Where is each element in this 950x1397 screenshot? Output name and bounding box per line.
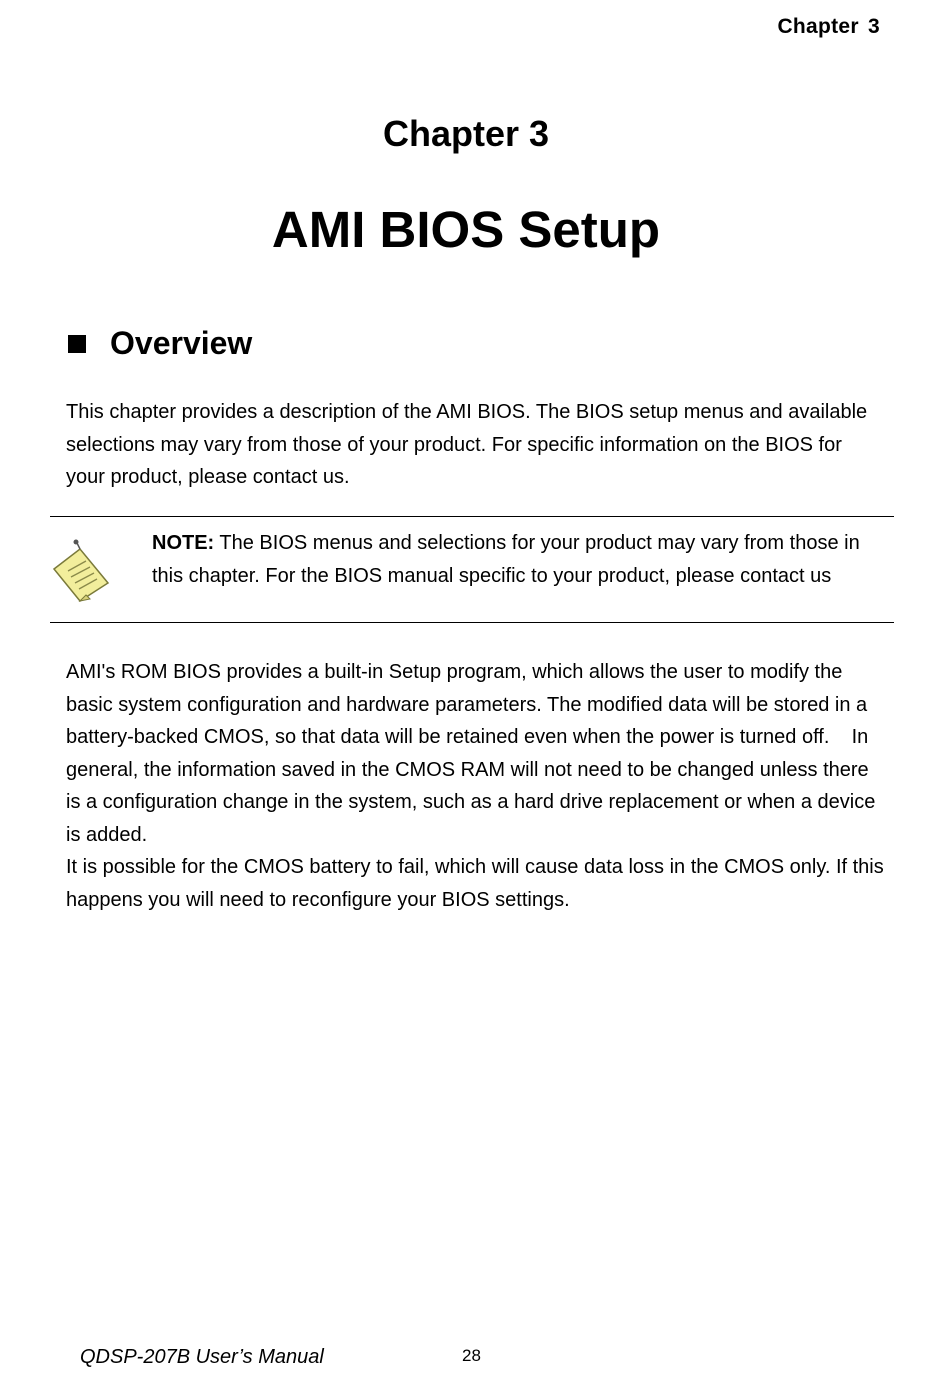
chapter-label: Chapter 3 xyxy=(382,113,550,154)
running-header: Chapter 3 xyxy=(777,15,880,38)
note-body: The BIOS menus and selections for your product may vary from those in this chapter. For the BIOS manual specific to your product, please contact us xyxy=(152,532,860,587)
chapter-title: AMI BIOS Setup xyxy=(271,201,661,258)
note-paper-icon xyxy=(50,539,112,605)
note-label: NOTE: xyxy=(152,532,215,554)
section-heading-text: Overview xyxy=(110,325,253,361)
footer-manual-name: QDSP-207B User’s Manual xyxy=(80,1346,324,1368)
note-text xyxy=(152,527,892,592)
footer-page-number: 28 xyxy=(462,1346,481,1365)
rom-bios-paragraph: AMI's ROM BIOS provides a built-in Setup program, which allows the user to modify the basic system configuration and hardware parameters. The modified data will be stored in a battery-backed CMOS, so that data will be retained even when the power is turned off. In general, the information saved in the CMOS RAM will not need to be changed unless there is a configuration change in the system, such as a hard drive replacement or when a device is added. xyxy=(66,661,881,846)
note-box xyxy=(50,516,894,623)
battery-paragraph: It is possible for the CMOS battery to fail, which will cause data loss in the CMOS only. If this happens you will need to reconfigure your BIOS settings. xyxy=(66,856,884,911)
section-heading xyxy=(68,325,252,362)
square-bullet-icon xyxy=(68,335,86,353)
intro-paragraph: This chapter provides a description of the AMI BIOS. The BIOS setup menus and available selections may vary from those of your product. For specific information on the BIOS for your product, please contact us. xyxy=(66,401,868,488)
